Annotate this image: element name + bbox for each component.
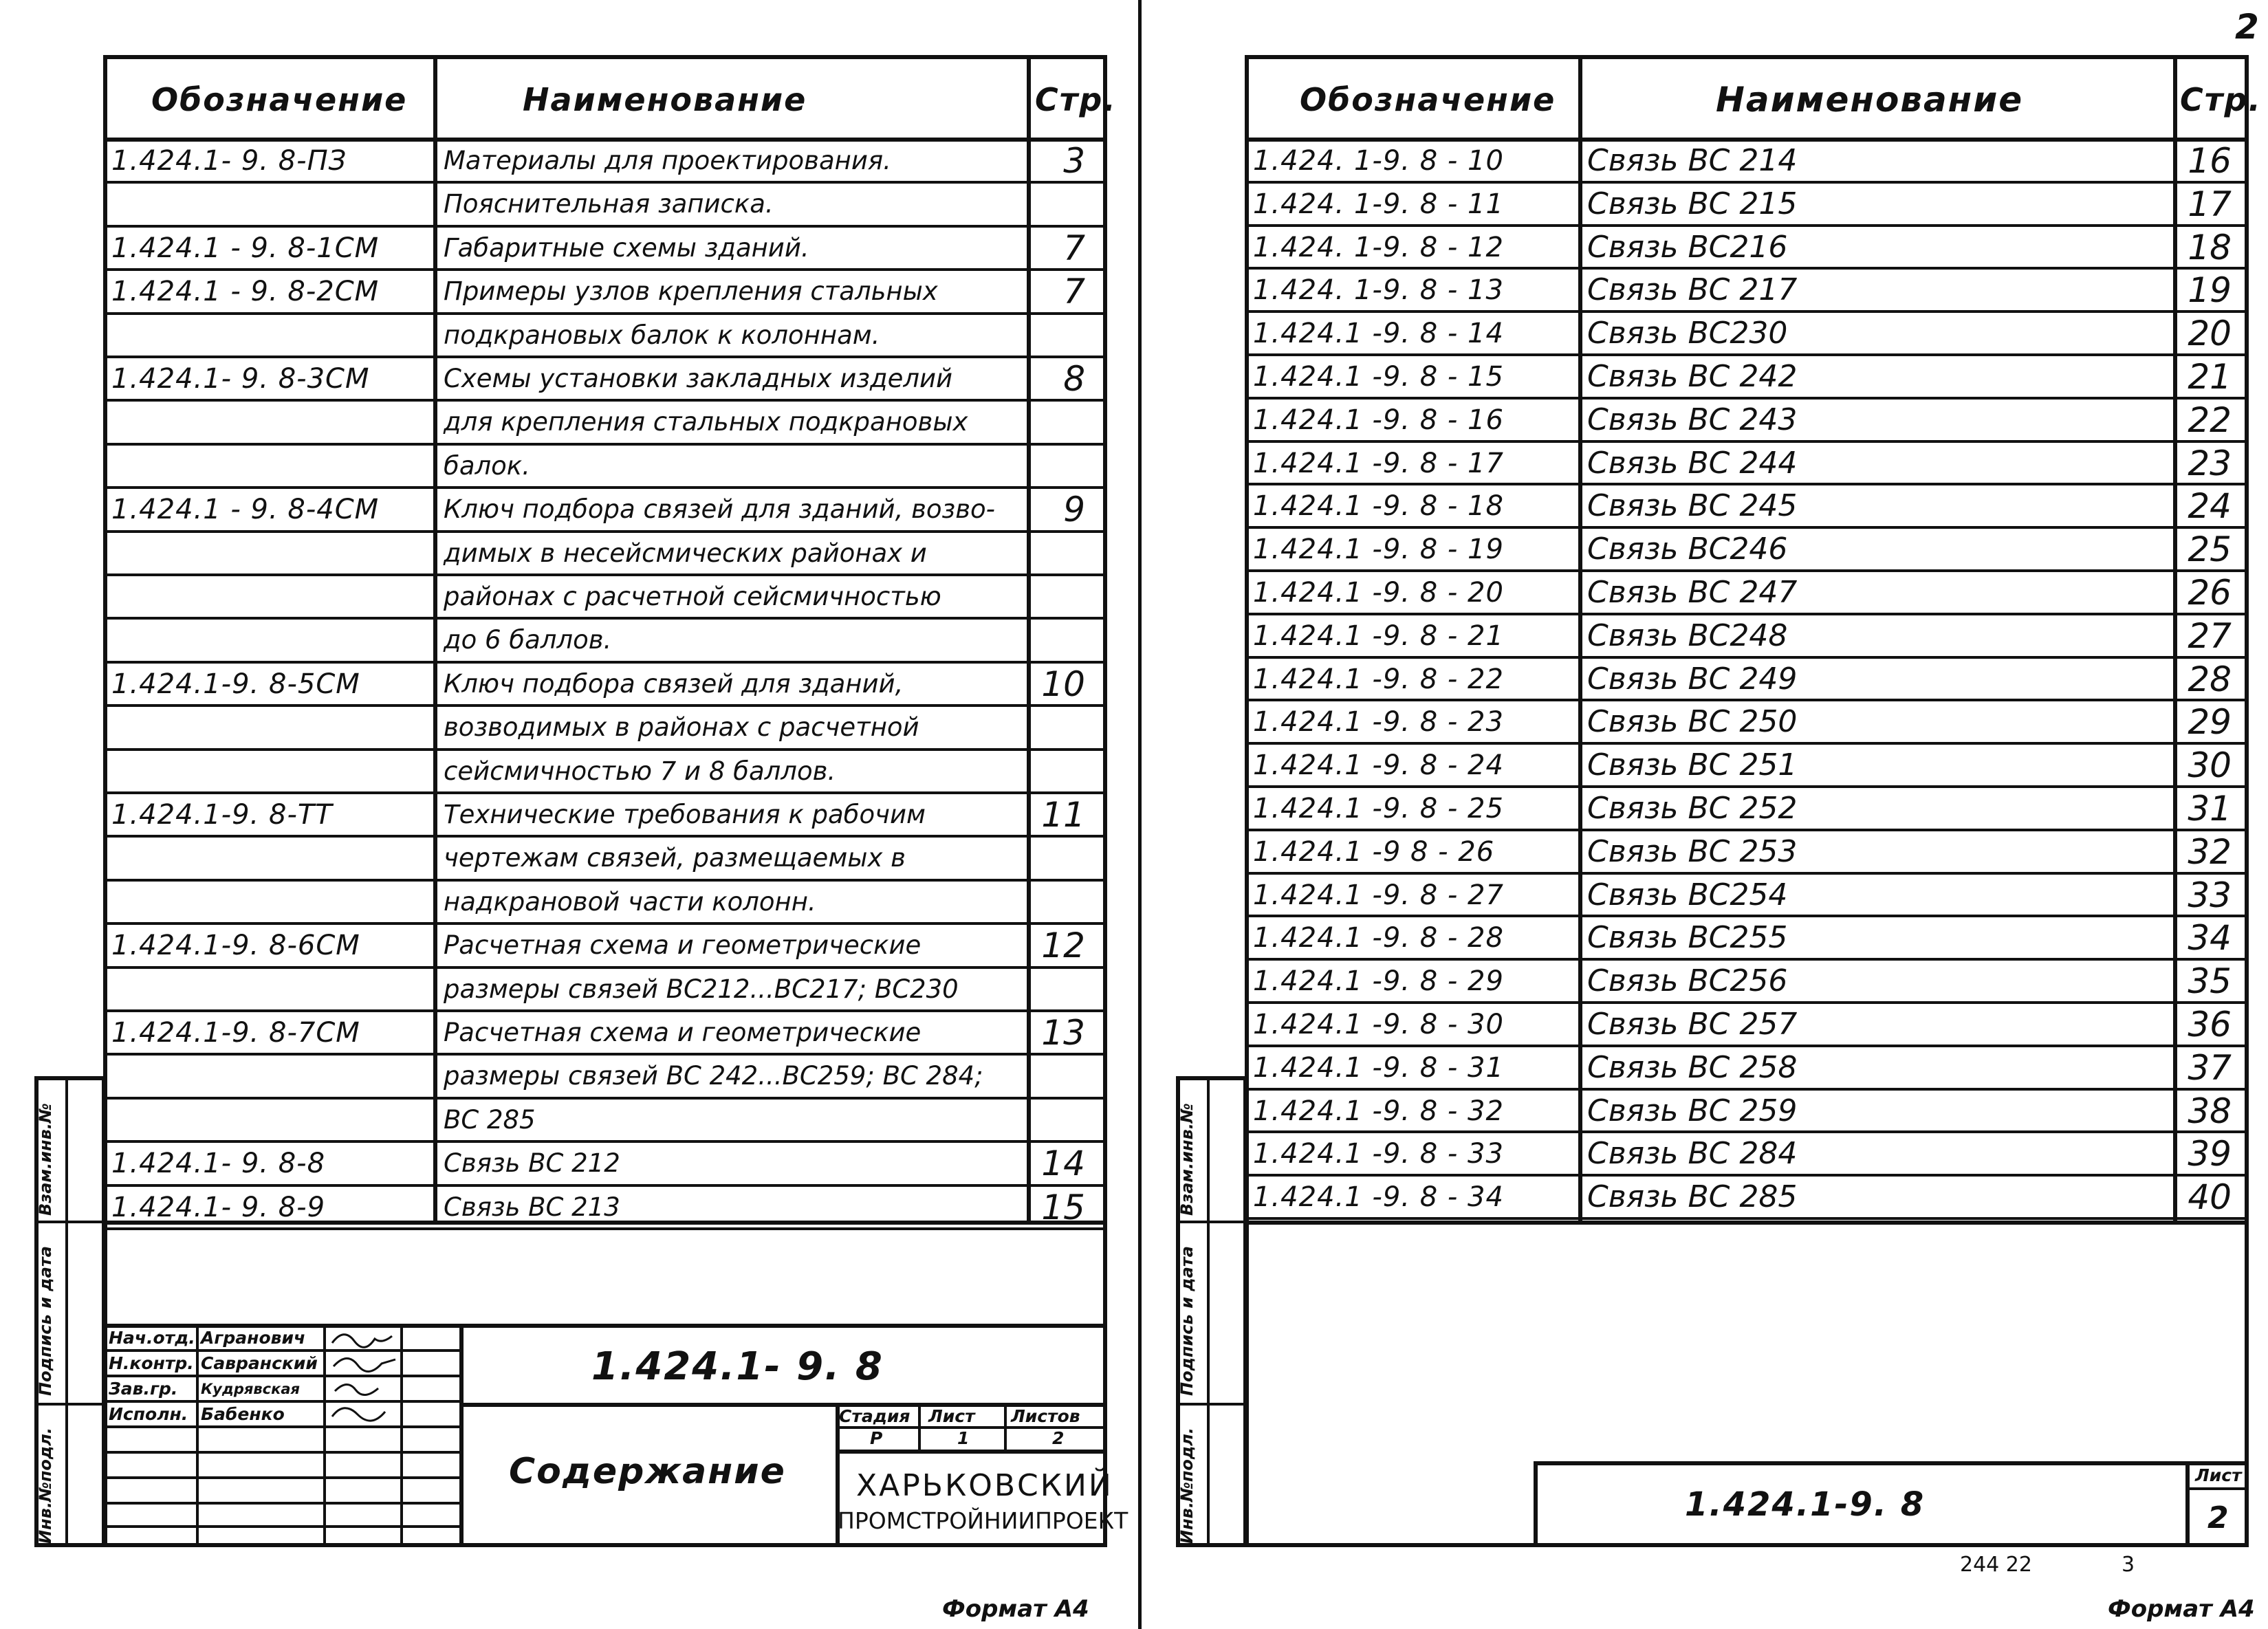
right-row-page: 35 xyxy=(2188,961,2232,1002)
left-row-code: 1.424.1- 9. 8-8 xyxy=(111,1148,326,1180)
right-row-page: 31 xyxy=(2188,789,2232,829)
left-side-sep-2 xyxy=(34,1403,106,1406)
left-row-page: 14 xyxy=(1041,1144,1085,1184)
right-row-name: Связь ВС 252 xyxy=(1587,791,1798,826)
right-row-page: 16 xyxy=(2188,141,2232,181)
org-name-line1: ХАРЬКОВСКИЙ xyxy=(856,1468,1113,1503)
left-stamp-v1 xyxy=(196,1324,199,1547)
right-stamp-designation: 1.424.1-9. 8 xyxy=(1685,1485,1926,1524)
right-row-name: Связь ВС 285 xyxy=(1587,1179,1798,1215)
right-row-page: 29 xyxy=(2188,702,2232,743)
right-stamp-sheet-value: 2 xyxy=(2207,1500,2229,1535)
right-row-page: 32 xyxy=(2188,831,2232,872)
right-row-code: 1.424.1 -9. 8 - 22 xyxy=(1253,663,1504,695)
left-row-name: сейсмичностью 7 и 8 баллов. xyxy=(444,756,836,786)
right-row-page: 23 xyxy=(2188,443,2232,483)
right-row-page: 38 xyxy=(2188,1091,2232,1131)
right-side-label-sign: Подпись и дата xyxy=(1177,1246,1197,1396)
left-row-code: 1.424.1-9. 8-5СМ xyxy=(111,668,360,700)
left-row-code: 1.424.1 - 9. 8-4СМ xyxy=(111,494,380,526)
staff-role-2: Н.контр. xyxy=(109,1353,194,1373)
right-row-page: 21 xyxy=(2188,357,2232,397)
sheets-header: Листов xyxy=(1011,1406,1080,1426)
right-row-code: 1.424.1 -9. 8 - 21 xyxy=(1253,620,1504,652)
left-row-name: димых в несейсмических районах и xyxy=(444,538,927,568)
right-row-name: Связь ВС 258 xyxy=(1587,1049,1798,1085)
right-row-code: 1.424.1 -9. 8 - 24 xyxy=(1253,750,1504,782)
left-row-page: 10 xyxy=(1041,664,1085,704)
staff-role-4: Исполн. xyxy=(109,1404,188,1424)
right-row-code: 1.424.1 -9. 8 - 33 xyxy=(1253,1138,1504,1170)
right-row-name: Связь ВС 217 xyxy=(1587,272,1798,308)
right-row-page: 20 xyxy=(2188,314,2232,354)
left-row-code: 1.424.1-9. 8-7СМ xyxy=(111,1017,360,1049)
left-footer-format: Формат А4 xyxy=(942,1595,1089,1623)
right-row-name: Связь ВС 250 xyxy=(1587,704,1798,740)
left-header-code: Обозначение xyxy=(151,81,408,118)
right-row-code: 1.424. 1-9. 8 - 13 xyxy=(1253,274,1504,307)
left-row-code: 1.424.1 - 9. 8-2СМ xyxy=(111,276,380,308)
staff-role-1: Нач.отд. xyxy=(109,1328,195,1348)
left-side-label-replace: Взам.инв.№ xyxy=(36,1103,55,1216)
left-row-name: возводимых в районах с расчетной xyxy=(444,712,919,743)
left-stamp-h6 xyxy=(103,1476,461,1479)
left-side-strip-divider xyxy=(65,1076,68,1547)
left-stamp-h4 xyxy=(103,1425,461,1428)
center-divider xyxy=(1138,0,1142,1629)
right-row-code: 1.424. 1-9. 8 - 10 xyxy=(1253,145,1504,177)
left-stamp-stage-h2 xyxy=(836,1450,1107,1454)
right-row-page: 34 xyxy=(2188,918,2232,959)
left-header-page: Стр. xyxy=(1035,81,1117,118)
left-row-name: Ключ подбора связей для зданий, возво- xyxy=(444,494,996,525)
right-row-code: 1.424.1 -9 8 - 26 xyxy=(1253,835,1495,868)
right-row-code: 1.424.1 -9. 8 - 27 xyxy=(1253,879,1504,911)
right-row-name: Связь ВС230 xyxy=(1587,316,1788,351)
signatures xyxy=(327,1324,399,1427)
left-row-name: надкрановой части колонн. xyxy=(444,886,816,917)
right-row-page: 17 xyxy=(2188,184,2232,224)
right-row-name: Связь ВС 215 xyxy=(1587,186,1798,221)
left-row-name: районах с расчетной сейсмичностью xyxy=(444,582,941,611)
right-side-sep-1 xyxy=(1176,1221,1247,1223)
page-number: 2 xyxy=(2235,7,2259,47)
staff-name-1: Агранович xyxy=(201,1328,306,1348)
sheet-header: Лист xyxy=(928,1406,975,1426)
right-row-code: 1.424.1 -9. 8 - 25 xyxy=(1253,793,1504,824)
left-row-name: подкрановых балок к колоннам. xyxy=(444,320,880,350)
left-header-name: Наименование xyxy=(523,81,807,118)
left-row-code: 1.424.1-9. 8-ТТ xyxy=(111,799,333,831)
left-stamp-v2 xyxy=(323,1324,326,1547)
right-stamp-sheet-label: Лист xyxy=(2195,1465,2242,1485)
right-row-name: Связь ВС 284 xyxy=(1587,1136,1798,1172)
right-row-name: Связь ВС 259 xyxy=(1587,1093,1798,1128)
stage-header: Стадия xyxy=(839,1406,911,1426)
right-row-name: Связь ВС 253 xyxy=(1587,833,1798,869)
right-row-name: Связь ВС256 xyxy=(1587,963,1788,999)
left-side-label-inv: Инв.№подл. xyxy=(36,1428,55,1544)
right-row-name: Связь ВС246 xyxy=(1587,532,1788,567)
right-row-code: 1.424.1 -9. 8 - 30 xyxy=(1253,1009,1504,1040)
right-row-page: 40 xyxy=(2188,1177,2232,1218)
footer-archive-number: 244 22 xyxy=(1960,1553,2032,1577)
stage-value: Р xyxy=(870,1428,883,1448)
left-col-divider-1 xyxy=(433,55,437,1224)
right-side-label-inv: Инв.№подл. xyxy=(1177,1428,1197,1544)
right-row-name: Связь ВС 243 xyxy=(1587,402,1798,437)
left-row-page: 13 xyxy=(1041,1013,1085,1053)
left-row-name: чертежам связей, размещаемых в xyxy=(444,843,906,873)
left-stamp-designation: 1.424.1- 9. 8 xyxy=(591,1344,884,1389)
left-row-code: 1.424.1- 9. 8-3СМ xyxy=(111,363,370,395)
right-row-code: 1.424.1 -9. 8 - 19 xyxy=(1253,534,1504,566)
left-row-name: размеры связей ВС 242...ВС259; ВС 284; xyxy=(444,1061,983,1091)
right-stamp-top xyxy=(1534,1461,2249,1465)
right-header-code: Обозначение xyxy=(1300,81,1556,118)
right-row-name: Связь ВС 257 xyxy=(1587,1007,1798,1042)
right-row-code: 1.424. 1-9. 8 - 11 xyxy=(1253,188,1504,220)
right-row-code: 1.424.1 -9. 8 - 17 xyxy=(1253,447,1504,479)
left-row-name: ВС 285 xyxy=(444,1104,536,1135)
right-row-code: 1.424.1 -9. 8 - 15 xyxy=(1253,361,1504,393)
right-row-page: 27 xyxy=(2188,615,2232,656)
right-row-name: Связь ВС 251 xyxy=(1587,747,1798,783)
right-row-name: Связь ВС 247 xyxy=(1587,575,1798,610)
right-table-bottom xyxy=(1245,1221,2249,1225)
left-row-page: 11 xyxy=(1041,795,1085,835)
left-stamp-designation-line xyxy=(459,1403,1107,1407)
right-row-code: 1.424.1 -9. 8 - 32 xyxy=(1253,1095,1504,1127)
left-side-sep-1 xyxy=(34,1221,106,1223)
staff-name-2: Савранский xyxy=(201,1353,318,1373)
left-stamp-h8 xyxy=(103,1525,461,1528)
left-stamp-v4 xyxy=(459,1324,464,1547)
right-header-page: Стр. xyxy=(2180,81,2262,118)
right-row-page: 33 xyxy=(2188,875,2232,915)
left-row-name: Примеры узлов крепления стальных xyxy=(444,276,938,307)
org-name-line2: ПРОМСТРОЙНИИПРОЕКТ xyxy=(838,1507,1128,1534)
left-row-name: Схемы установки закладных изделий xyxy=(444,364,953,393)
left-row-name: Технические требования к рабочим xyxy=(444,800,926,829)
right-row-name: Связь ВС 214 xyxy=(1587,143,1798,178)
right-side-strip-divider xyxy=(1207,1076,1210,1547)
right-row-page: 24 xyxy=(2188,486,2232,527)
right-row-name: Связь ВС255 xyxy=(1587,920,1788,956)
left-row-code: 1.424.1- 9. 8-ПЗ xyxy=(111,145,347,177)
left-row-page: 7 xyxy=(1063,228,1085,268)
right-row-page: 25 xyxy=(2188,529,2232,570)
left-row-page: 3 xyxy=(1063,141,1085,181)
left-stamp-h3 xyxy=(103,1400,461,1403)
staff-name-4: Бабенко xyxy=(201,1404,285,1424)
right-row-code: 1.424.1 -9. 8 - 16 xyxy=(1253,404,1504,436)
right-row-name: Связь ВС254 xyxy=(1587,877,1788,912)
right-footer-format: Формат А4 xyxy=(2108,1595,2255,1623)
left-row-name: Расчетная схема и геометрические xyxy=(444,1018,922,1047)
left-row-name: Материалы для проектирования. xyxy=(444,146,891,175)
left-row-name: Пояснительная записка. xyxy=(444,189,774,219)
right-row-code: 1.424.1 -9. 8 - 31 xyxy=(1253,1051,1504,1084)
left-row-name: Связь ВС 212 xyxy=(444,1148,620,1179)
right-stamp-left xyxy=(1534,1461,1538,1547)
right-row-page: 18 xyxy=(2188,227,2232,267)
right-row-code: 1.424.1 -9. 8 - 20 xyxy=(1253,577,1504,609)
right-row-name: Связь ВС 249 xyxy=(1587,661,1798,697)
left-stamp-h1 xyxy=(103,1349,461,1352)
staff-name-3: Кудрявская xyxy=(201,1381,300,1397)
left-stamp-h2 xyxy=(103,1375,461,1377)
left-row-name: балок. xyxy=(444,450,530,481)
right-row-page: 22 xyxy=(2188,400,2232,440)
right-row-code: 1.424. 1-9. 8 - 12 xyxy=(1253,231,1504,263)
right-stamp-sheet-div xyxy=(2185,1461,2190,1547)
left-row-name: Ключ подбора связей для зданий, xyxy=(444,668,904,699)
left-row-name: размеры связей ВС212...ВС217; ВС230 xyxy=(444,974,959,1004)
left-row-code: 1.424.1 - 9. 8-1СМ xyxy=(111,232,380,264)
staff-role-3: Зав.гр. xyxy=(109,1379,178,1399)
left-side-label-sign: Подпись и дата xyxy=(36,1246,55,1396)
left-stamp-h7 xyxy=(103,1502,461,1505)
right-row-page: 39 xyxy=(2188,1134,2232,1174)
left-row-page: 15 xyxy=(1041,1187,1085,1227)
left-row-name: Габаритные схемы зданий. xyxy=(444,232,809,263)
right-row-name: Связь ВС 242 xyxy=(1587,359,1798,394)
right-row-code: 1.424.1 -9. 8 - 34 xyxy=(1253,1181,1504,1214)
right-stamp-sheet-line xyxy=(2185,1487,2249,1490)
left-stamp-v3 xyxy=(400,1324,403,1547)
left-row-name: до 6 баллов. xyxy=(444,625,612,655)
left-row-name: для крепления стальных подкрановых xyxy=(444,407,968,437)
left-row-page: 8 xyxy=(1063,359,1085,399)
right-row-name: Связь ВС248 xyxy=(1587,617,1788,653)
left-row-page: 12 xyxy=(1041,926,1085,966)
right-row-page: 28 xyxy=(2188,659,2232,699)
left-row-name: Расчетная схема и геометрические xyxy=(444,930,922,961)
left-row-page: 7 xyxy=(1063,272,1085,312)
right-row-page: 36 xyxy=(2188,1005,2232,1045)
sheets-value: 2 xyxy=(1052,1428,1065,1448)
right-row-code: 1.424.1 -9. 8 - 14 xyxy=(1253,318,1504,350)
footer-copy-number: 3 xyxy=(2122,1553,2135,1577)
left-stamp-title: Содержание xyxy=(509,1451,786,1492)
right-side-label-replace: Взам.инв.№ xyxy=(1177,1103,1197,1216)
left-row-code: 1.424.1-9. 8-6СМ xyxy=(111,930,360,962)
right-row-name: Связь ВС 244 xyxy=(1587,445,1798,481)
right-header-name: Наименование xyxy=(1716,80,2024,120)
right-row-name: Связь ВС216 xyxy=(1587,229,1788,265)
left-row-code: 1.424.1- 9. 8-9 xyxy=(111,1191,326,1223)
right-row-code: 1.424.1 -9. 8 - 23 xyxy=(1253,706,1504,739)
right-side-sep-2 xyxy=(1176,1403,1247,1406)
right-row-code: 1.424.1 -9. 8 - 18 xyxy=(1253,490,1504,523)
sheet-value: 1 xyxy=(957,1428,970,1448)
right-row-page: 26 xyxy=(2188,573,2232,613)
right-row-page: 19 xyxy=(2188,270,2232,311)
left-row-page: 9 xyxy=(1063,490,1085,530)
right-row-name: Связь ВС 245 xyxy=(1587,488,1798,524)
right-row-code: 1.424.1 -9. 8 - 29 xyxy=(1253,965,1504,998)
right-row-page: 37 xyxy=(2188,1047,2232,1088)
right-row-page: 30 xyxy=(2188,745,2232,786)
right-row-code: 1.424.1 -9. 8 - 28 xyxy=(1253,922,1504,954)
left-row-name: Связь ВС 213 xyxy=(444,1192,620,1222)
left-stamp-h5 xyxy=(103,1451,461,1454)
